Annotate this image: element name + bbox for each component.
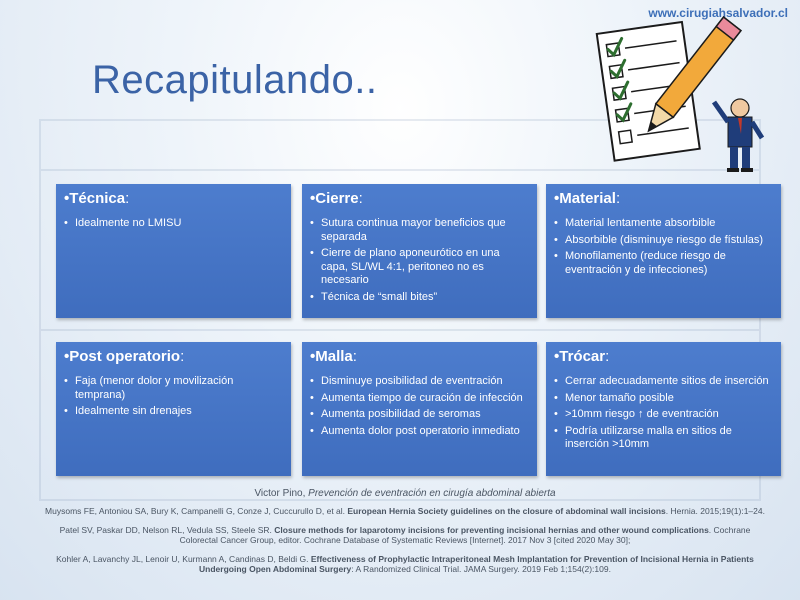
list-item: • Sutura continua mayor beneficios que separada (310, 217, 527, 244)
card-list (554, 217, 771, 277)
list-item: • Cerrar adecuadamente sitios de inserción (554, 375, 771, 389)
card-malla (302, 342, 537, 476)
card-tecnica (56, 184, 291, 318)
list-item: • Disminuye posibilidad de eventración (310, 375, 527, 389)
site-url: www.cirugiahsalvador.cl (648, 6, 788, 20)
reference-item: Kohler A, Lavanchy JL, Lenoir U, Kurmann A, Candinas D, Beldi G. Effectiveness of Prophylactic Intraperitoneal Mesh Implantation for Prevention of Incisional Hernia in Patients Undergoing Open Abdominal Surgery: A Randomized Clinical Trial. JAMA Surgery. 2019 Feb 1;154(2):109. (56, 554, 754, 574)
card-list (64, 217, 281, 231)
list-item: • Monofilamento (reduce riesgo de eventración y de infecciones) (554, 250, 771, 277)
list-item: • Cierre de plano aponeurótico en una capa, SL/WL 4:1, peritoneo no es necesario (310, 247, 527, 288)
slide-title: Recapitulando.. (92, 58, 378, 102)
card-title: •Post operatorio: (64, 348, 185, 365)
card-list (310, 375, 527, 438)
list-item: • Aumenta tiempo de curación de infección (310, 392, 527, 406)
card-cierre (302, 184, 537, 318)
list-item: • Idealmente no LMISU (64, 217, 281, 231)
references (40, 488, 770, 583)
list-item: • Material lentamente absorbible (554, 217, 771, 231)
card-list (554, 375, 771, 452)
list-item: • >10mm riesgo ↑ de eventración (554, 408, 771, 422)
card-trocar (546, 342, 781, 476)
list-item: • Técnica de “small bites” (310, 291, 527, 305)
list-item: • Menor tamaño posible (554, 392, 771, 406)
list-item: • Aumenta dolor post operatorio inmediato (310, 425, 527, 439)
list-item: • Faja (menor dolor y movilización temprana) (64, 375, 281, 402)
list-item: • Idealmente sin drenajes (64, 405, 281, 419)
list-item: • Podría utilizarse malla en sitios de inserción >10mm (554, 425, 771, 452)
card-title: •Técnica: (64, 190, 130, 207)
list-item: • Absorbible (disminuye riesgo de fístulas) (554, 234, 771, 248)
card-title: •Trócar: (554, 348, 610, 365)
checklist-pencil-illustration (588, 16, 788, 174)
reference-item: Patel SV, Paskar DD, Nelson RL, Vedula SS, Steele SR. Closure methods for laparotomy incisions for preventing incisional hernias and other wound complications. Cochrane Colorectal Cancer Group, editor. Cochrane Database of Systematic Reviews [Internet]. 2017 Nov 3 [cited 2020 May 30]; (59, 525, 751, 545)
card-post-operatorio (56, 342, 291, 476)
card-title: •Malla: (310, 348, 357, 365)
list-item: • Aumenta posibilidad de seromas (310, 408, 527, 422)
card-list (64, 375, 281, 419)
main-reference: Victor Pino, Prevención de eventración en cirugía abdominal abierta (254, 488, 556, 499)
card-material (546, 184, 781, 318)
card-title: •Cierre: (310, 190, 363, 207)
reference-item: Muysoms FE, Antoniou SA, Bury K, Campanelli G, Conze J, Cuccurullo D, et al. European Hernia Society guidelines on the closure of abdominal wall incisions. Hernia. 2015;19(1):1–24. (45, 506, 765, 516)
card-title: •Material: (554, 190, 621, 207)
card-list (310, 217, 527, 304)
